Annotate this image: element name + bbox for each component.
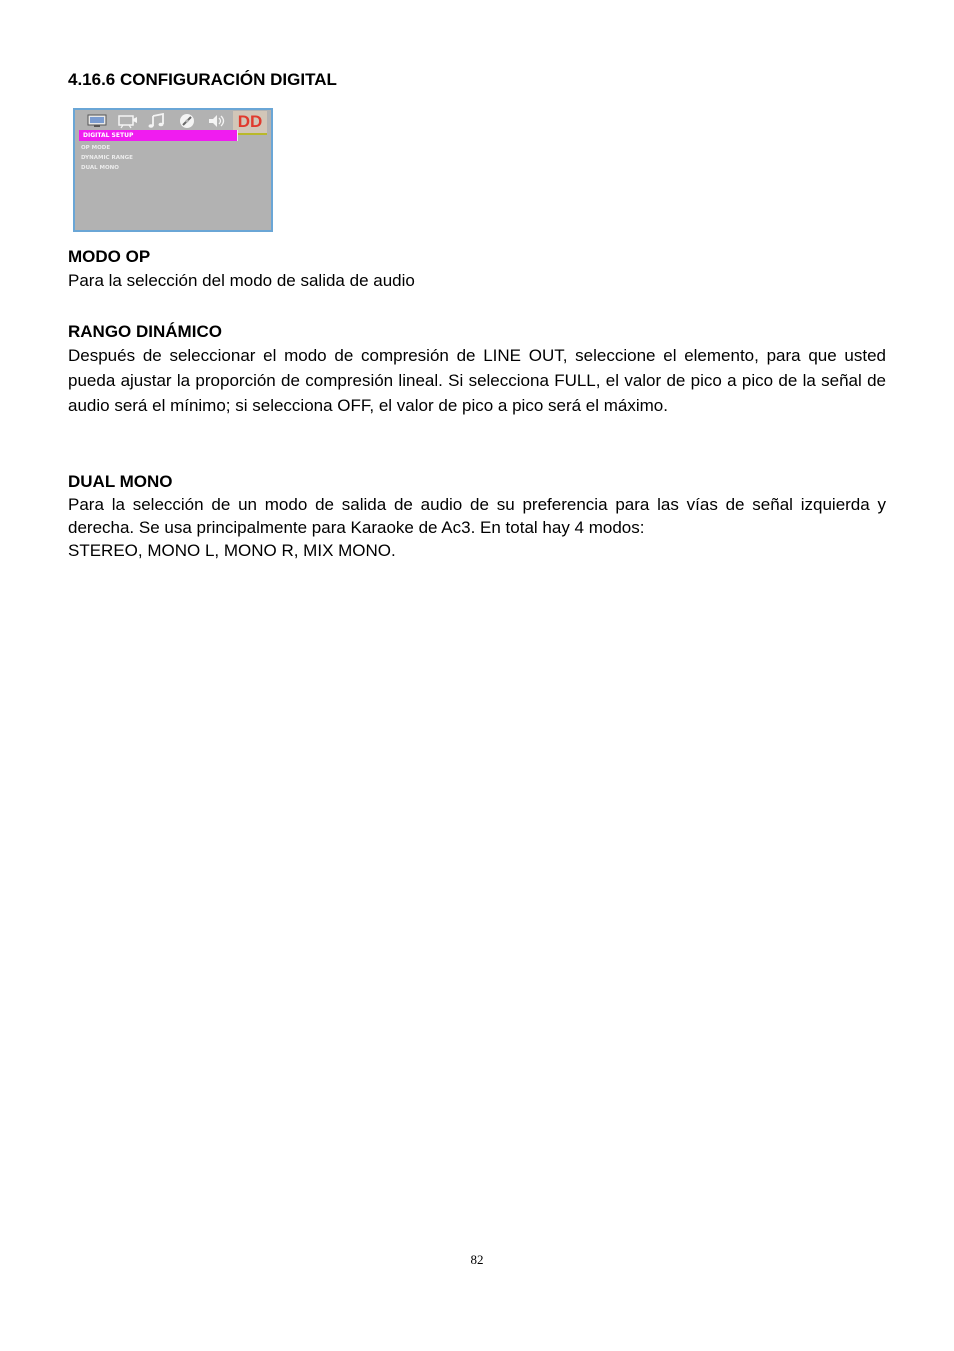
osd-item-op-mode: OP MODE [81, 145, 111, 151]
monitor-icon [85, 113, 109, 129]
dual-modes: STEREO, MONO L, MONO R, MIX MONO. [68, 541, 396, 560]
section-rango-dinamico [68, 321, 886, 418]
digital-setup-screenshot [73, 108, 273, 232]
osd-menu-list [81, 143, 133, 173]
music-icon [145, 113, 169, 129]
dual-body: Para la selección de un modo de salida de audio de su preferencia para las vías de señal izquierda y derecha. Se usa principalmente para Karaoke de Ac3. En total hay 4 modos: [68, 495, 886, 537]
modo-op-body: Para la selección del modo de salida de audio [68, 271, 415, 290]
osd-menu-header: DIGITAL SETUP [79, 130, 237, 141]
dolby-digital-icon: DD [233, 111, 267, 135]
speaker-icon [205, 113, 229, 129]
section-dual-mono [68, 471, 886, 562]
section-modo-op [68, 246, 886, 293]
dual-heading: DUAL MONO [68, 472, 173, 491]
rango-body: Después de seleccionar el modo de compresión de LINE OUT, seleccione el elemento, para que usted pueda ajustar la proporción de compresión lineal. Si selecciona FULL, el valor de pico a pico de la señal de audio será el mínimo; si selecciona OFF, el valor de pico a pico será el máximo. [68, 346, 886, 415]
page-number: 82 [470, 1252, 484, 1267]
rango-heading: RANGO DINÁMICO [68, 322, 222, 341]
osd-item-dynamic-range: DYNAMIC RANGE [81, 155, 133, 161]
osd-divider [237, 130, 238, 141]
modo-op-heading: MODO OP [68, 247, 151, 266]
section-title: 4.16.6 CONFIGURACIÓN DIGITAL [68, 70, 337, 89]
osd-item-dual-mono: DUAL MONO [81, 165, 119, 171]
disc-icon [175, 113, 199, 129]
tv-icon [115, 113, 139, 129]
